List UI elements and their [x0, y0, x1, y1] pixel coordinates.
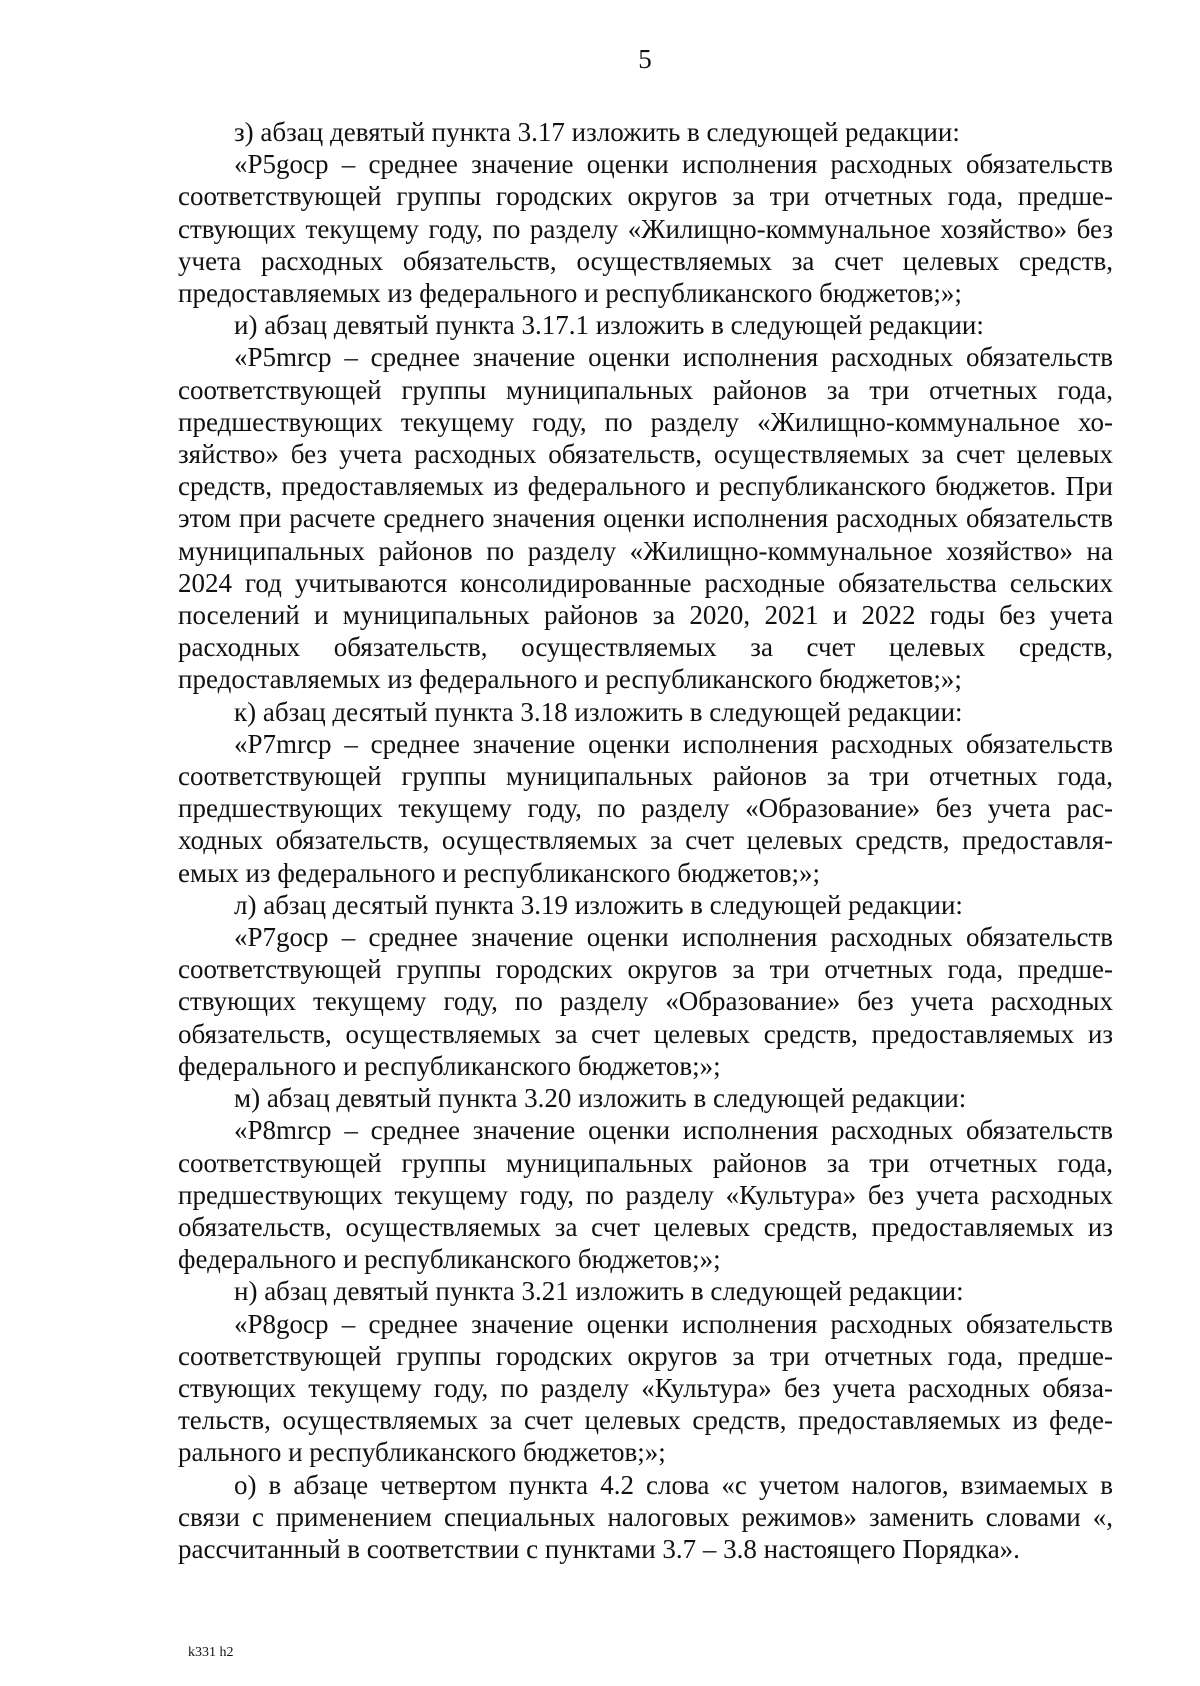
paragraph-k: к) абзац десятый пункта 3.18 изложить в следующей редакции:: [234, 696, 963, 727]
paragraph-p5gocp: «P5gocp – среднее значение оценки исполнения расходных обязательств соответствующей группы городских округов за три отчетных года, предшествующих текущему году, по разделу «Жилищно-коммунальное хозяйство» без учета расходных обязательств, осуществляемых за счет целевых средств, предоставляемых из федерального и республиканского бюджетов;»;: [178, 149, 1113, 309]
paragraph-n: н) абзац девятый пункта 3.21 изложить в следующей редакции:: [234, 1276, 964, 1307]
paragraph-m: м) абзац девятый пункта 3.20 изложить в следующей редакции:: [234, 1083, 967, 1114]
paragraph-i: и) абзац девятый пункта 3.17.1 изложить в следующей редакции:: [234, 310, 984, 341]
page-number: 5: [638, 44, 652, 74]
paragraph-p8mrcp: «P8mrcp – среднее значение оценки исполнения расходных обязательств соответствующей группы муниципальных районов за три отчетных года, предшествующих текущему году, по разделу «Культура» без учета расходных обязательств, осуществляемых за счет целевых средств, предоставляемых из федерального и республиканского бюджетов;»;: [178, 1115, 1113, 1275]
paragraph-o: о) в абзаце четвертом пункта 4.2 слова «с учетом налогов, взимаемых в связи с применением специальных налоговых режимов» заменить словами «, рассчитанный в соответствии с пунктами 3.7 – 3.8 настоящего Порядка».: [178, 1469, 1113, 1564]
document-code: k331 h2: [188, 1645, 234, 1660]
document-body: [178, 116, 1113, 1565]
paragraph-p7mrcp: «P7mrcp – среднее значение оценки исполнения расходных обязательств соответствующей группы муниципальных районов за три отчетных года, предшествующих текущему году, по разделу «Образование» без учета расходных обязательств, осуществляемых за счет целевых средств, предоставляемых из федерального и республиканского бюджетов;»;: [178, 728, 1113, 888]
paragraph-p7gocp: «P7gocp – среднее значение оценки исполнения расходных обязательств соответствующей группы городских округов за три отчетных года, предшествующих текущему году, по разделу «Образование» без учета расходных обязательств, осуществляемых за счет целевых средств, предоставляемых из федерального и республиканского бюджетов;»;: [178, 922, 1113, 1081]
paragraph-p8gocp: «P8gocp – среднее значение оценки исполнения расходных обязательств соответствующей группы городских округов за три отчетных года, предшествующих текущему году, по разделу «Культура» без учета расходных обязательств, осуществляемых за счет целевых средств, предоставляемых из федерального и республиканского бюджетов;»;: [178, 1308, 1113, 1468]
paragraph-z: з) абзац девятый пункта 3.17 изложить в следующей редакции:: [234, 117, 960, 147]
paragraph-l: л) абзац десятый пункта 3.19 изложить в следующей редакции:: [234, 889, 963, 920]
paragraph-p5mrcp: «P5mrcp – среднее значение оценки исполнения расходных обязательств соответствующей группы муниципальных районов за три отчетных года, предшествующих текущему году, по разделу «Жилищно-коммунальное хозяйство» без учета расходных обязательств, осуществляемых за счет целевых средств, предоставляемых из федерального и республиканского бюджетов. При этом при расчете среднего значения оценки исполнения расходных обязательств муниципальных районов по разделу «Жилищно-коммунальное хозяйство» на 2024 год учитываются консолидированные расходные обязательства сельских поселений и муниципальных районов за 2020, 2021 и 2022 годы без учета расходных обязательств, осуществляемых за счет целевых средств, предоставляемых из федерального и республиканского бюджетов;»;: [178, 342, 1113, 695]
